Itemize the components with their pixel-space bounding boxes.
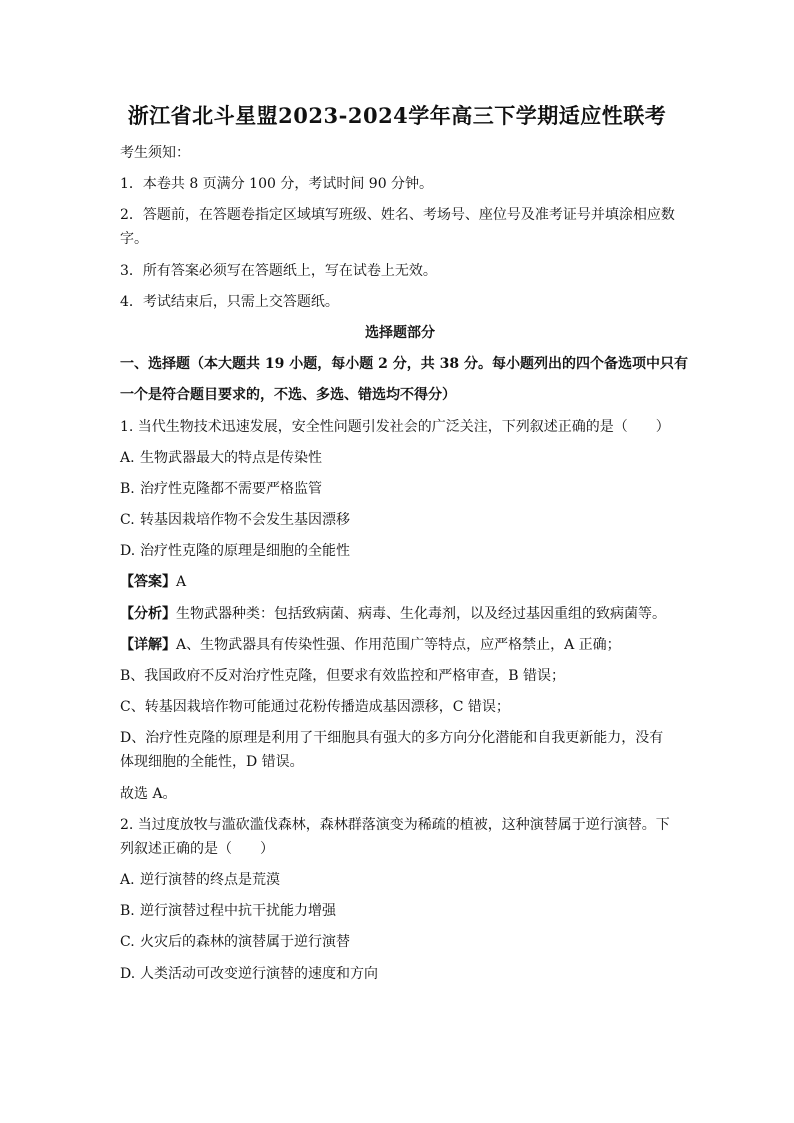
option-text: 转基因栽培作物不会发生基因漂移 xyxy=(140,512,350,529)
notice-item: 2．答题前，在答题卷指定区域填写班级、姓名、考场号、座位号及准考证号并填涂相应数 xyxy=(120,207,675,224)
detail-line: B、我国政府不反对治疗性克隆，但要求有效监控和严格审查，B 错误； xyxy=(120,668,566,684)
question-1-detail xyxy=(120,637,680,668)
notice-heading: 考生须知： xyxy=(120,145,190,161)
detail-tag: 【详解】 xyxy=(120,636,176,653)
question-2-option-d xyxy=(120,966,680,997)
option-text: 治疗性克隆都不需要严格监管 xyxy=(140,480,322,497)
question-1-answer xyxy=(120,574,680,605)
option-text: 火灾后的森林的演替属于逆行演替 xyxy=(140,934,350,951)
question-2-option-c xyxy=(120,934,680,965)
question-1-conclusion: 故选 A。 xyxy=(120,785,177,802)
question-2-stem: 列叙述正确的是（ ） xyxy=(120,840,274,857)
option-letter: B. xyxy=(120,480,135,497)
section-title: 选择题部分 xyxy=(365,324,435,341)
question-2-stem: 2. 当过度放牧与滥砍滥伐森林，森林群落演变为稀疏的植被，这种演替属于逆行演替。下 xyxy=(120,816,670,833)
option-letter: D. xyxy=(120,965,136,982)
option-text: 逆行演替的终点是荒漠 xyxy=(140,871,280,888)
notice-item: 4．考试结束后，只需上交答题纸。 xyxy=(120,293,339,310)
question-1-option-b xyxy=(120,481,680,512)
option-text: 治疗性克隆的原理是细胞的全能性 xyxy=(140,543,350,560)
question-1-option-c xyxy=(120,512,680,543)
analysis-text: 生物武器种类：包括致病菌、病毒、生化毒剂，以及经过基因重组的致病菌等。 xyxy=(176,605,666,622)
answer-tag: 【答案】 xyxy=(120,574,176,591)
option-text: 人类活动可改变逆行演替的速度和方向 xyxy=(140,965,378,982)
page-title: 浙江省北斗星盟2023-2024学年高三下学期适应性联考 xyxy=(127,103,667,128)
question-1-stem: 1. 当代生物技术迅速发展，安全性问题引发社会的广泛关注，下列叙述正确的是（ ） xyxy=(120,418,670,435)
document-body xyxy=(120,145,688,997)
question-1-option-d xyxy=(120,543,680,574)
notice-item: 字。 xyxy=(120,231,148,248)
option-letter: D. xyxy=(120,543,136,560)
option-text: 逆行演替过程中抗干扰能力增强 xyxy=(140,903,336,920)
question-2-option-b xyxy=(120,903,680,934)
question-1-option-a xyxy=(120,450,680,481)
option-letter: A. xyxy=(120,871,135,888)
detail-line: C、转基因栽培作物可能通过花粉传播造成基因漂移，C 错误； xyxy=(120,699,510,716)
part-one-instruction: 一个是符合题目要求的，不选、多选、错选均不得分） xyxy=(120,387,456,404)
question-1-analysis xyxy=(120,606,680,637)
option-letter: B. xyxy=(120,903,135,920)
option-letter: C. xyxy=(120,934,135,951)
notice-item: 3．所有答案必须写在答题纸上，写在试卷上无效。 xyxy=(120,262,437,279)
option-letter: C. xyxy=(120,512,135,529)
option-letter: A. xyxy=(120,449,135,466)
analysis-tag: 【分析】 xyxy=(120,605,176,622)
question-2-option-a xyxy=(120,872,680,903)
part-one-instruction: 一、选择题（本大题共 19 小题，每小题 2 分，共 38 分。每小题列出的四个备选项中只有 xyxy=(120,356,688,373)
option-text: 生物武器最大的特点是传染性 xyxy=(140,449,322,466)
detail-text: A、生物武器具有传染性强、作用范围广等特点，应严格禁止，A 正确； xyxy=(176,636,621,653)
detail-line: 体现细胞的全能性，D 错误。 xyxy=(120,754,304,771)
detail-line: D、治疗性克隆的原理是利用了干细胞具有强大的多方向分化潜能和自我更新能力，没有 xyxy=(120,730,664,747)
answer-value: A xyxy=(176,574,187,591)
notice-item: 1．本卷共 8 页满分 100 分，考试时间 90 分钟。 xyxy=(120,176,434,193)
